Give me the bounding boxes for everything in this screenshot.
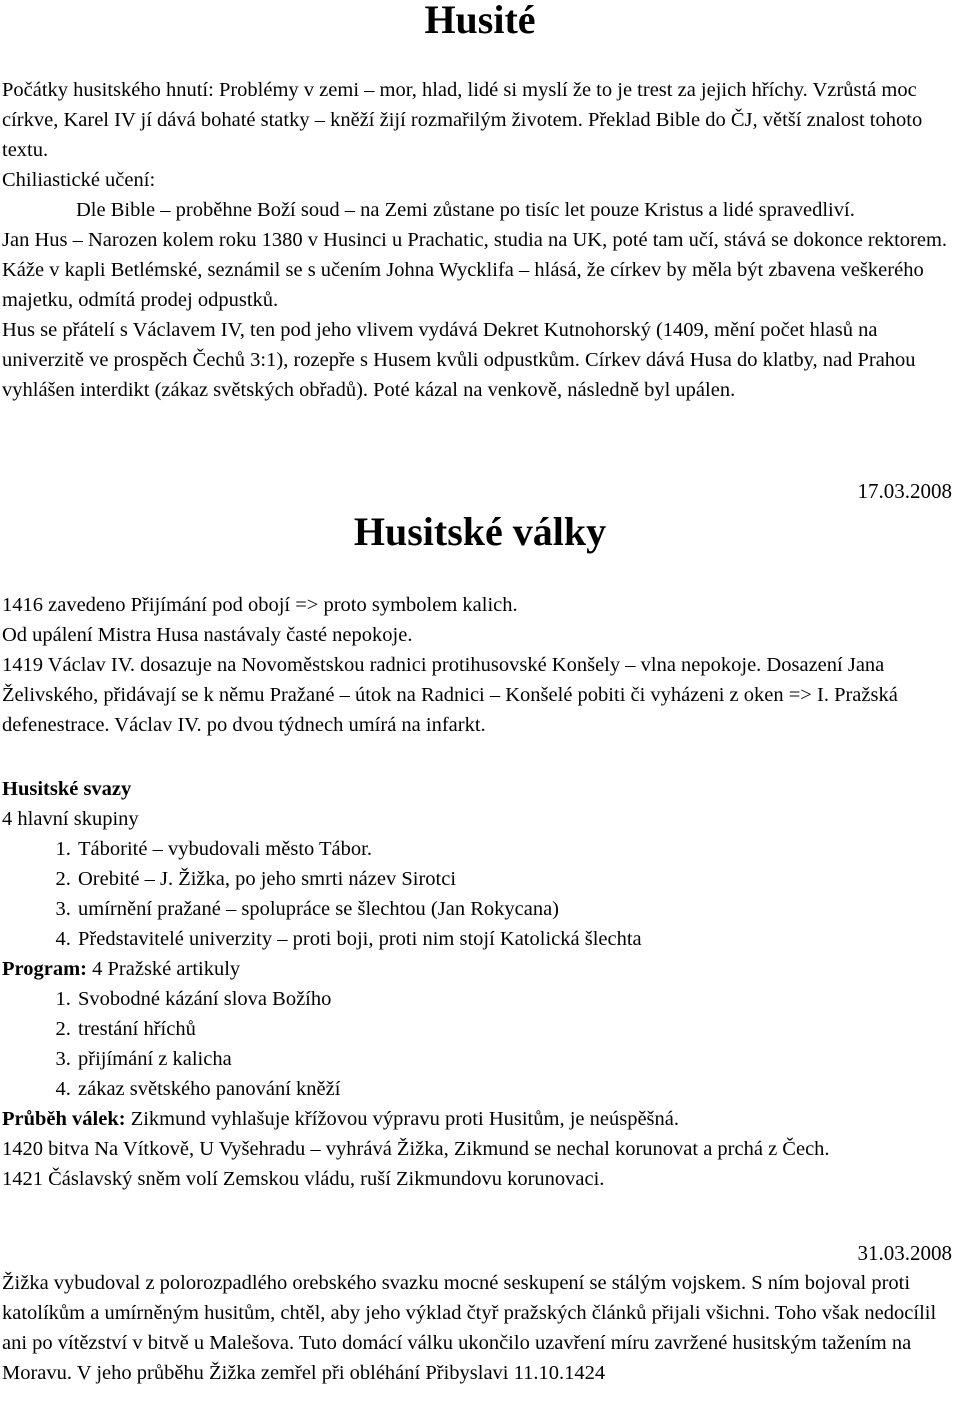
program-label: Program:	[2, 958, 88, 980]
unions-intro: 4 hlavní skupiny	[2, 808, 139, 830]
list-item: 4. Představitelé univerzity – proti boji, proti nim stojí Katolická šlechta	[76, 924, 954, 954]
course-label: Průběh válek:	[2, 1108, 126, 1130]
list-item: 3. přijímání z kalicha	[76, 1044, 954, 1074]
wars-section	[2, 590, 954, 740]
section-title: Husitské války	[353, 509, 607, 554]
defenestration-paragraph: 1419 Václav IV. dosazuje na Novoměstskou radnici protihusovské Konšely – vlna nepokoje. Dosazení Jana Želivského, přidávají se k němu Pražané – útok na Radnici – Konšelé pobiti či vyházeni z oken => I. Pražská defenestrace. Václav IV. po dvou týdnech umírá na infarkt.	[2, 654, 898, 736]
unions-section	[2, 774, 954, 1194]
list-item: 3. umírnění pražané – spolupráce se šlechtou (Jan Rokycana)	[76, 894, 954, 924]
program-list	[2, 984, 954, 1104]
date-stamp: 31.03.2008	[857, 1241, 952, 1265]
program-text: 4 Pražské artikuly	[87, 958, 241, 980]
document-title: Husité	[424, 0, 536, 42]
unions-heading: Husitské svazy	[2, 778, 132, 800]
list-item: 1. Svobodné kázání slova Božího	[76, 984, 954, 1014]
hus-vaclav-paragraph: Hus se přátelí s Václavem IV, ten pod jeho vlivem vydává Dekret Kutnohorský (1409, mění počet hlasů na univerzitě ve prospěch Čechů 3:1), rozepře s Husem kvůli odpustkům. Církev dává Husa do klatby, nad Prahou vyhlášen interdikt (zákaz světských obřadů). Poté kázal na venkově, následně byl upálen.	[2, 319, 916, 401]
program-line	[2, 954, 954, 984]
jan-hus-paragraph: Jan Hus – Narozen kolem roku 1380 v Husinci u Prachatic, studia na UK, poté tam učí, stává se dokonce rektorem. Káže v kapli Betlémské, seznámil se s učením Johna Wycklifa – hlásá, že církev by měla být zbavena veškerého majetku, odmítá prodej odpustků.	[2, 229, 948, 311]
zizka-section	[2, 1268, 954, 1388]
intro-section	[2, 75, 954, 405]
wars-paragraph: Od upálení Mistra Husa nastávaly časté nepokoje.	[2, 624, 413, 646]
battle-paragraph: 1420 bitva Na Vítkově, U Vyšehradu – vyhrává Žižka, Zikmund se nechal korunovat a prchá z Čech.	[2, 1138, 830, 1160]
list-item: 2. trestání hříchů	[76, 1014, 954, 1044]
course-text: Zikmund vyhlašuje křížovou výpravu proti Husitům, je neúspěšná.	[125, 1108, 679, 1130]
wars-paragraph: 1416 zavedeno Přijímání pod obojí => proto symbolem kalich.	[2, 594, 518, 616]
list-item: 2. Orebité – J. Žižka, po jeho smrti název Sirotci	[76, 864, 954, 894]
unions-list	[2, 834, 954, 954]
list-item: 4. zákaz světského panování kněží	[76, 1074, 954, 1104]
list-item: 1. Táborité – vybudovali město Tábor.	[76, 834, 954, 864]
chiliasm-heading: Chiliastické učení:	[2, 169, 156, 191]
origins-paragraph: Počátky husitského hnutí: Problémy v zemi – mor, hlad, lidé si myslí že to je trest za jejich hříchy. Vzrůstá moc církve, Karel IV jí dává bohaté statky – kněží žijí rozmařilým životem. Překlad Bible do ČJ, větší znalost tohoto textu.	[2, 79, 923, 161]
caslav-paragraph: 1421 Čáslavský sněm volí Zemskou vládu, ruší Zikmundovu korunovaci.	[2, 1168, 605, 1190]
chiliasm-paragraph: Dle Bible – proběhne Boží soud – na Zemi zůstane po tisíc let pouze Kristus a lidé spravedliví.	[76, 199, 855, 221]
date-stamp: 17.03.2008	[857, 479, 952, 503]
zizka-paragraph: Žižka vybudoval z polorozpadlého orebského svazku mocné seskupení se stálým vojskem. S ním bojoval proti katolíkům a umírněným husitům, chtěl, aby jeho výklad čtyř pražských článků přijali všichni. Toho však nedocílil ani po vítězství v bitvě u Malešova. Tuto domácí válku ukončilo uzavření míru zavržené husitským tažením na Moravu. V jeho průběhu Žižka zemřel při obléhání Přibyslavi 11.10.1424	[2, 1272, 937, 1384]
course-line	[2, 1104, 954, 1134]
